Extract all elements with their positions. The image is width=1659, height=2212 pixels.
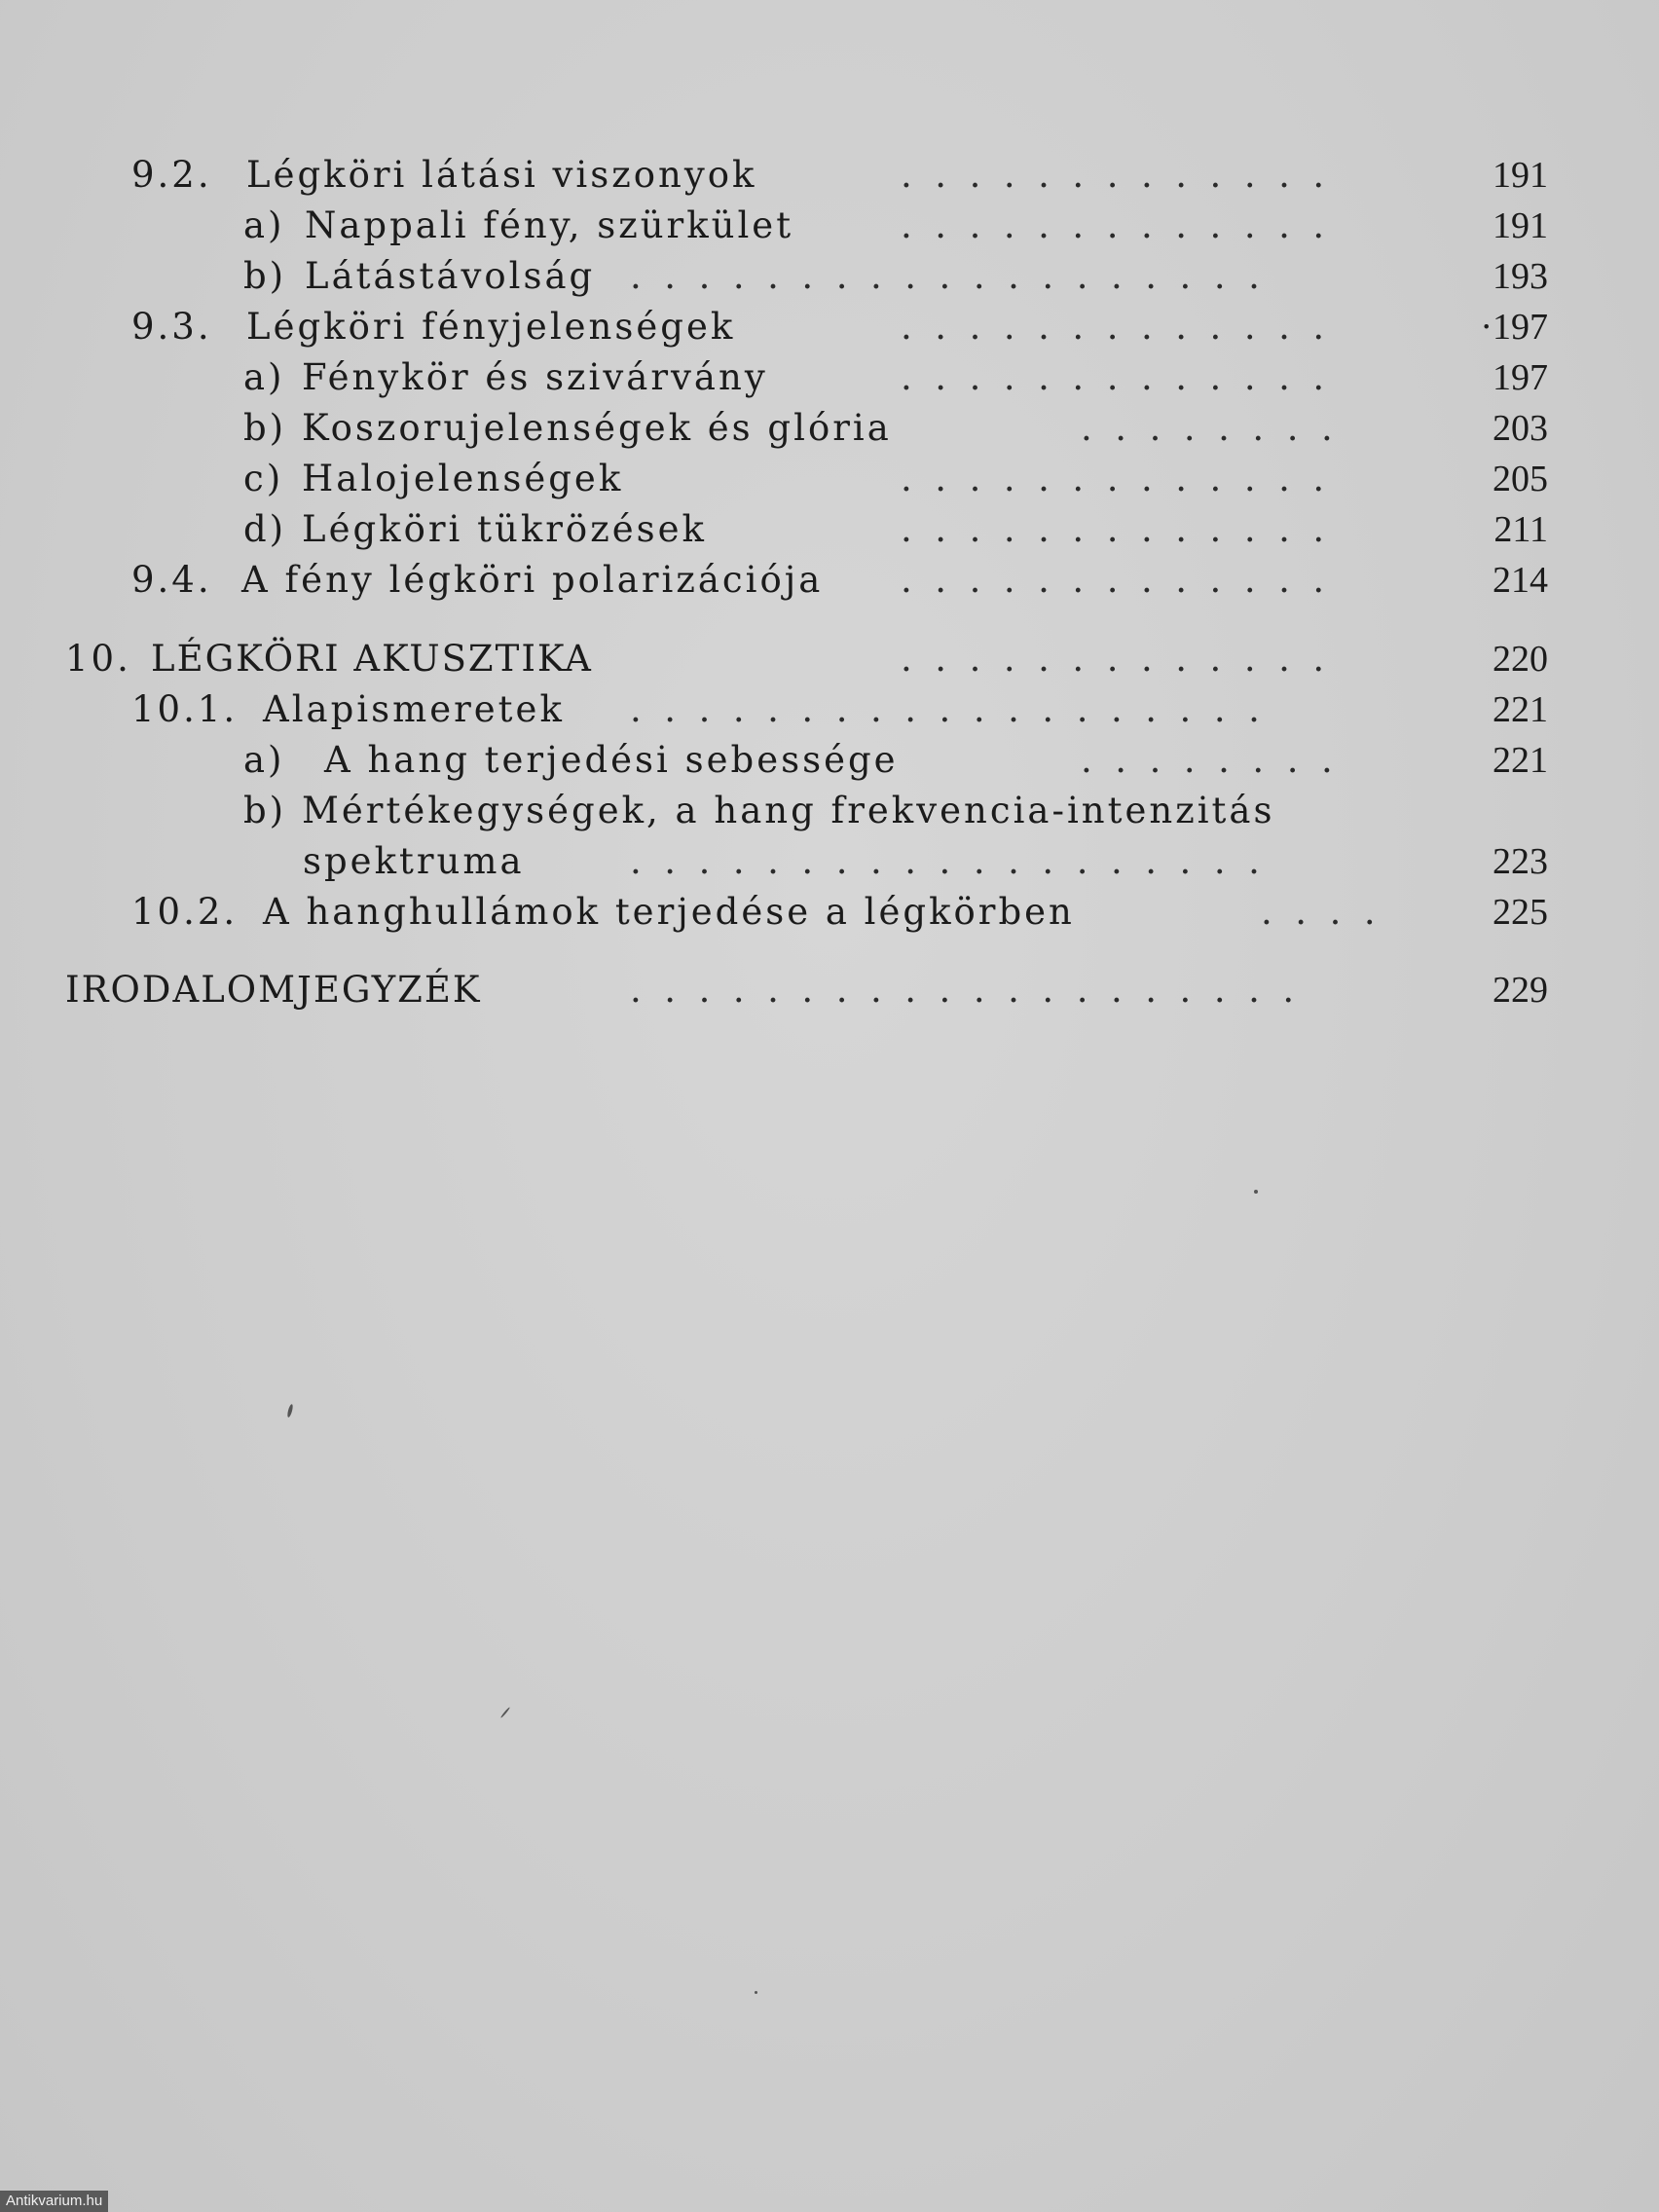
toc-leader-dots: . . . . . . . . . . . . . [901, 508, 1325, 550]
toc-leader-dots: . . . . . . . . [1081, 407, 1333, 449]
toc-leader-dots: . . . . . . . . . . . . . . . . . . . . [630, 969, 1295, 1011]
toc-entry-title: A fény légköri polarizációja [241, 559, 824, 601]
toc-entry-number: a) [243, 356, 285, 398]
toc-entry-title: A hanghullámok terjedése a légkörben [263, 891, 1075, 933]
toc-entry-10 [65, 635, 1548, 683]
toc-entry-page: 223 [1493, 841, 1548, 882]
toc-leader-dots: . . . . . . . . . . . . . [901, 204, 1325, 246]
toc-entry-number: 10. [65, 638, 131, 680]
toc-entry-number: b) [243, 255, 287, 297]
toc-entry-number: b) [243, 407, 287, 449]
toc-entry-title: Légköri tükrözések [302, 508, 707, 550]
toc-entry-page: 221 [1493, 740, 1548, 781]
toc-entry-page: 220 [1493, 639, 1548, 680]
toc-entry-9-3-d [131, 505, 1548, 554]
toc-entry-10-1-a [131, 736, 1548, 785]
toc-leader-dots: . . . . . . . . . . . . . [901, 559, 1325, 601]
toc-entry-title: spektruma [303, 840, 525, 882]
toc-entry-title: Alapismeretek [263, 688, 565, 730]
toc-leader-dots: . . . . . . . . . . . . . [901, 458, 1325, 499]
toc-entry-9-3 [131, 303, 1548, 351]
toc-entry-title: Mértékegységek, a hang frekvencia-intenzitás [302, 790, 1275, 831]
paper-speck [1254, 1190, 1258, 1194]
toc-entry-9-2 [131, 151, 1548, 200]
toc-entry-9-3-c [131, 455, 1548, 503]
toc-entry-page: 221 [1493, 689, 1548, 730]
toc-entry-10-1-b [131, 787, 1548, 835]
toc-entry-number: 9.4. [131, 559, 212, 601]
toc-leader-dots: . . . . . . . . . . . . . [901, 638, 1325, 680]
toc-entry-title: Halojelenségek [302, 458, 624, 499]
toc-entry-9-4 [131, 556, 1548, 605]
toc-entry-page: 191 [1493, 155, 1548, 196]
toc-entry-title: Látástávolság [305, 255, 596, 297]
toc-entry-number: d) [243, 508, 287, 550]
toc-entry-bibliography [65, 966, 1548, 1014]
toc-entry-page: 193 [1493, 256, 1548, 297]
toc-leader-dots: . . . . . . . . . . . . . [901, 154, 1325, 196]
toc-entry-page: 214 [1493, 560, 1548, 601]
toc-entry-number: 9.2. [131, 154, 212, 196]
toc-entry-title: Légköri látási viszonyok [246, 154, 757, 196]
toc-entry-title: Légköri fényjelenségek [246, 306, 736, 348]
toc-leader-dots: . . . . [1261, 891, 1376, 933]
toc-leader-dots: . . . . . . . . . . . . . . . . . . . [630, 688, 1260, 730]
toc-entry-10-1 [131, 685, 1548, 734]
toc-entry-number: a) [243, 739, 285, 781]
toc-entry-title: Nappali fény, szürkület [305, 204, 794, 246]
toc-entry-10-2 [131, 888, 1548, 937]
toc-entry-page: 197 [1493, 357, 1548, 398]
toc-entry-9-3-a [131, 353, 1548, 402]
paper-speck [500, 1707, 511, 1718]
toc-entry-title: LÉGKÖRI AKUSZTIKA [151, 638, 593, 680]
toc-entry-page: 205 [1493, 459, 1548, 499]
toc-entry-number: 9.3. [131, 306, 212, 348]
toc-leader-dots: . . . . . . . . [1081, 739, 1333, 781]
toc-entry-page: 203 [1493, 408, 1548, 449]
toc-entry-page: 211 [1493, 509, 1548, 550]
toc-leader-dots: . . . . . . . . . . . . . . . . . . . [630, 255, 1260, 297]
toc-entry-title: A hang terjedési sebessége [324, 739, 899, 781]
toc-leader-dots: . . . . . . . . . . . . . . . . . . . [630, 840, 1260, 882]
toc-entry-title: IRODALOMJEGYZÉK [65, 969, 482, 1011]
toc-entry-number: 10.1. [131, 688, 239, 730]
toc-entry-9-2-b [131, 252, 1548, 301]
toc-entry-10-1-b-cont [131, 837, 1548, 886]
toc-entry-title: Koszorujelenségek és glória [302, 407, 892, 449]
toc-entry-9-3-b [131, 404, 1548, 453]
toc-entry-number: c) [243, 458, 284, 499]
toc-leader-dots: . . . . . . . . . . . . . [901, 306, 1325, 348]
toc-entry-page: 229 [1493, 970, 1548, 1011]
toc-entry-number: b) [243, 790, 287, 831]
toc-entry-9-2-a [131, 202, 1548, 250]
toc-entry-number: 10.2. [131, 891, 239, 933]
toc-entry-page: 225 [1493, 892, 1548, 933]
toc-leader-dots: . . . . . . . . . . . . . [901, 356, 1325, 398]
paper-speck [286, 1404, 293, 1419]
toc-entry-page: 191 [1493, 205, 1548, 246]
toc-entry-title: Fénykör és szivárvány [302, 356, 768, 398]
paper-speck [755, 1991, 757, 1994]
toc-entry-page: ·197 [1480, 307, 1548, 348]
watermark: Antikvarium.hu [0, 2191, 108, 2212]
toc-entry-number: a) [243, 204, 285, 246]
